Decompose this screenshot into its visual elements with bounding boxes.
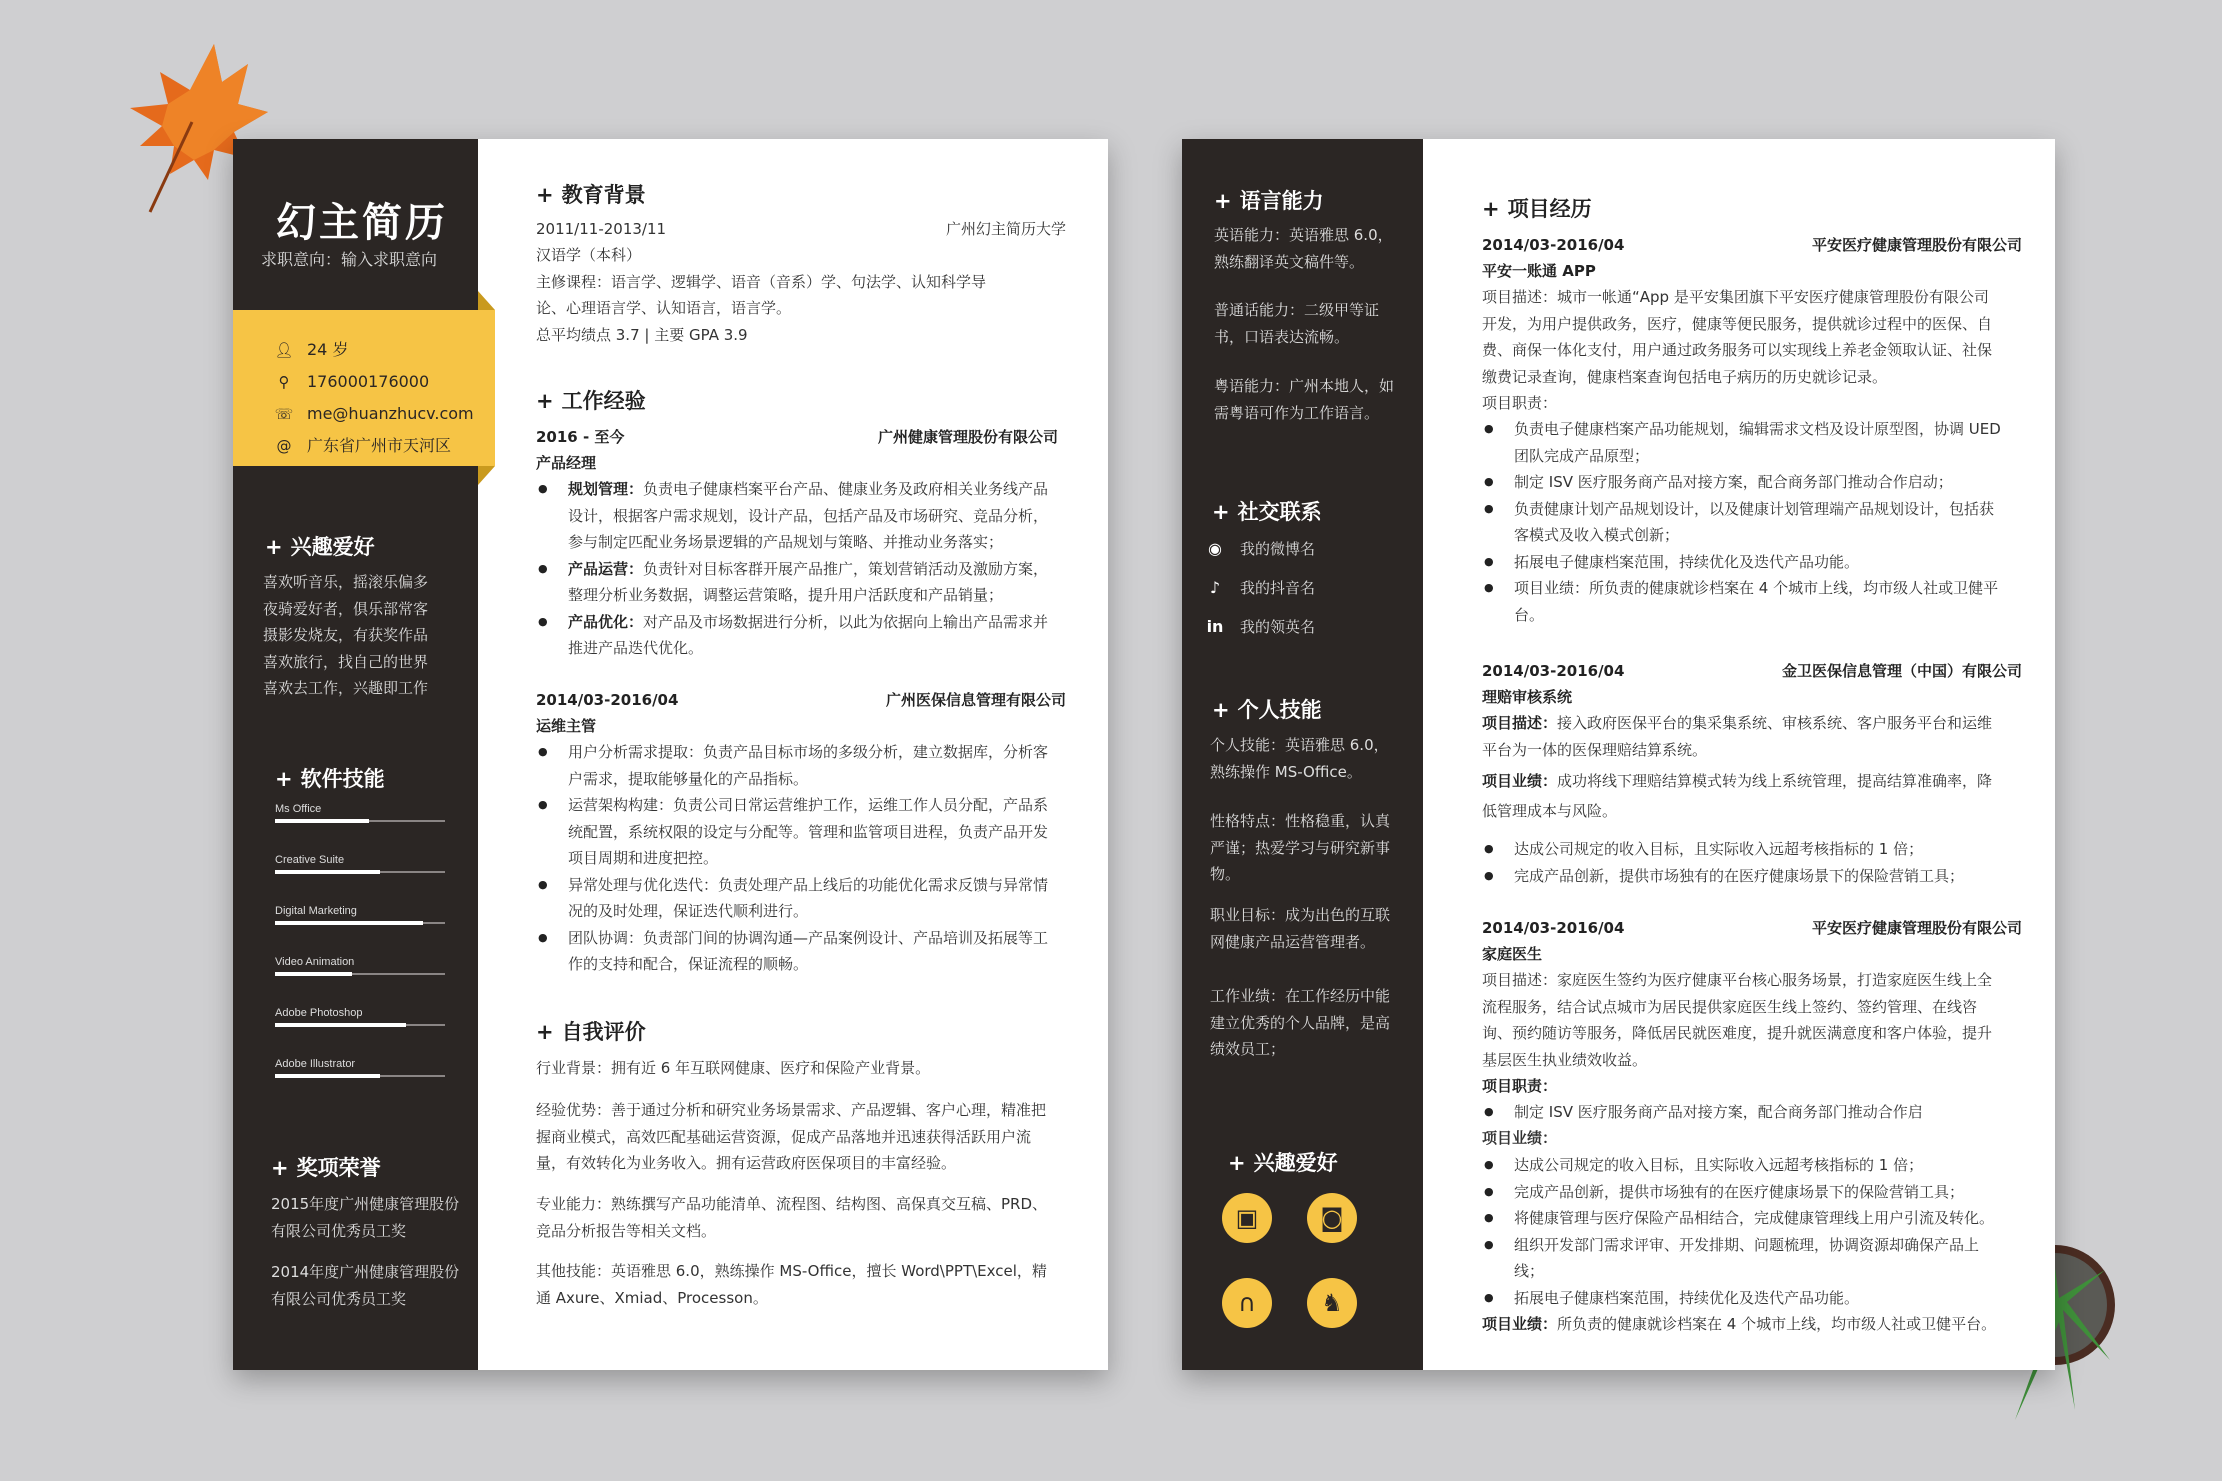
camera-icon: ◙ [1307,1193,1357,1243]
contact-text: 广东省广州市天河区 [307,436,452,455]
project-name: 理赔审核系统 [1482,688,1573,706]
duty-line: 负责健康计划产品规划设计，以及健康计划管理端产品规划设计，包括获 [1514,499,1995,518]
result-item [1482,863,2027,890]
final-line: 所负责的健康就诊档案在 4 个城市上线，均市级人社或卫健平台。 [1557,1315,1997,1333]
perf-line: 成功将线下理赔结算模式转为线上系统管理，提高结算准确率，降 [1557,772,1993,790]
software-skills-heading: + 软件技能 [275,767,385,791]
self-line: 专业能力：熟练撰写产品功能清单、流程图、结构图、高保真交互稿、PRD、 [536,1195,1048,1213]
result-line: 达成公司规定的收入目标，且实际收入远超考核指标的 1 倍； [1514,840,1924,858]
heading-text: 奖项荣誉 [296,1156,381,1180]
duty-line: 运营架构构建：负责公司日常运营维护工作，运维工作人员分配，产品系 [568,796,1049,814]
contact-email [273,403,474,425]
skill-line: 严谨；热爱学习与研究新事 [1210,838,1391,857]
education-courses: 论、心理语言学、认知语言，语言学。 [536,299,792,317]
result-line: 组织开发部门需求评审、开发排期、问题梳理，协调资源却确保产品上 [1514,1235,1980,1254]
self-eval-para [536,1191,1076,1244]
language-heading: + 语言能力 [1214,189,1324,213]
duty-line: 对产品及市场数据进行分析，以此为依据向上输出产品需求并 [643,612,1049,631]
project-2-results [1482,836,2027,889]
perf-label: 项目业绩： [1482,1129,1558,1147]
user-icon: 👤︎ [274,341,294,359]
project-3-duties [1482,1099,2027,1126]
projects-heading: + 项目经历 [1482,197,1592,221]
result-item [1482,1179,2027,1206]
duty-line: 统配置，系统权限的设定与分配等。管理和监管项目进程，负责产品开发 [568,822,1049,841]
job-role: 运维主管 [536,717,597,735]
education-school: 广州幻主简历大学 [945,220,1066,238]
skill-level-bar [275,972,352,976]
duty-line: 负责电子健康档案产品功能规划，编辑需求文档及设计原型图，协调 UED [1514,420,2001,438]
phone-icon: ☏ [274,405,294,423]
skill-line: 职业目标：成为出色的互联 [1210,906,1391,924]
final-lead: 项目业绩： [1482,1315,1558,1333]
duty-line: 户需求，提取能够量化的产品指标。 [568,769,809,788]
skill-level-bar [275,819,369,823]
sidebar [1182,139,1423,1370]
social-heading: + 社交联系 [1212,500,1322,524]
contact-phone [273,371,429,393]
duty-lead: 产品运营： [568,559,644,578]
desc-line: 项目描述：家庭医生签约为医疗健康平台核心服务场景，打造家庭医生线上全 [1482,971,1993,989]
duty-item [536,872,1071,925]
duty-line: 设计，根据客户需求规划，设计产品，包括产品及市场研究、竞品分析， [568,506,1049,525]
social-text: 我的微博名 [1240,540,1316,558]
duty-label: 项目职责： [1482,1077,1558,1095]
result-line: 达成公司规定的收入目标，且实际收入远超考核指标的 1 倍； [1514,1156,1924,1174]
award-line: 2014年度广州健康管理股份 [271,1263,460,1281]
self-eval-para [536,1097,1076,1177]
social-weibo[interactable] [1204,537,1315,561]
result-item [1482,836,2027,863]
job-2-duties [536,739,1071,978]
chess-knight-icon: ♞ [1307,1278,1357,1328]
skill-item [275,1058,475,1070]
social-linkedin[interactable] [1204,615,1315,639]
resume-page-2 [1182,139,2055,1370]
project-performance [1482,766,2027,826]
headphones-icon: ∩ [1222,1278,1272,1328]
lang-line: 熟练翻译英文稿件等。 [1214,252,1365,271]
duty-item [1482,575,2027,628]
duty-line: 台。 [1514,605,1545,624]
hobby-line: 夜骑爱好者，俱乐部常客 [263,599,429,618]
duty-item [1482,549,2027,576]
skill-level-bar [275,921,423,925]
skill-line: 性格特点：性格稳重，认真 [1210,812,1391,830]
hobby-line: 喜欢去工作，兴趣即工作 [263,679,429,697]
self-line: 握商业模式，高效匹配基础运营资源，促成产品落地并迅速获得活跃用户流 [536,1127,1032,1146]
tiktok-icon: ♪ [1209,578,1221,597]
skill-line: 网健康产品运营管理者。 [1210,932,1376,951]
duty-line: 团队完成产品原型； [1514,446,1650,465]
self-line: 行业背景：拥有近 6 年互联网健康、医疗和保险产业背景。 [536,1059,931,1077]
skill-line: 熟练操作 MS-Office。 [1210,762,1362,781]
awards-heading: + 奖项荣誉 [271,1156,381,1180]
skill-level-bar [275,870,380,874]
social-text: 我的抖音名 [1240,579,1316,597]
desc-line: 询、预约随访等服务，降低居民就医难度，提升就医满意度和客户体验，提升 [1482,1024,1993,1042]
self-eval-heading: + 自我评价 [536,1020,646,1044]
skill-line: 绩效员工； [1210,1040,1286,1058]
result-line: 将健康管理与医疗保险产品相结合，完成健康管理线上用户引流及转化。 [1514,1209,1995,1227]
award-line: 有限公司优秀员工奖 [271,1289,407,1308]
duty-item [536,609,1071,662]
hobbies-heading: + 兴趣爱好 [1228,1151,1338,1175]
duty-line: 制定 ISV 医疗服务商产品对接方案，配合商务部门推动合作启动； [1514,473,1953,491]
education-heading: + 教育背景 [536,183,646,207]
duty-line: 作的支持和配合，保证流程的顺畅。 [568,955,809,973]
award-line: 有限公司优秀员工奖 [271,1221,407,1240]
skill-label: Adobe Photoshop [275,1007,363,1019]
desc-lead: 项目描述： [1482,714,1558,732]
duty-line: 拓展电子健康档案范围，持续优化及迭代产品功能。 [1514,552,1860,571]
duty-line: 参与制定匹配业务场景逻辑的产品规划与策略、并推动业务落实； [568,533,1004,551]
duty-label: 项目职责： [1482,394,1558,412]
fold-decoration [478,291,495,310]
duty-line: 团队协调：负责部门间的协调沟通—产品案例设计、产品培训及拓展等工 [568,928,1049,947]
education-gpa: 总平均绩点 3.7 | 主要 GPA 3.9 [536,325,748,344]
education-courses: 主修课程：语言学、逻辑学、语音（音系）学、句法学、认知科学导 [536,272,987,291]
resume-title: 幻主简历 [276,200,448,246]
perf-line: 低管理成本与风险。 [1482,802,1618,820]
job-company: 广州医保信息管理有限公司 [885,691,1066,709]
job-company: 广州健康管理股份有限公司 [877,428,1058,446]
project-period: 2014/03-2016/04 [1482,236,1625,254]
fold-decoration [478,466,495,485]
skill-line: 个人技能：英语雅思 6.0， [1210,736,1389,754]
skill-item [275,956,475,968]
duty-lead: 产品优化： [568,612,644,631]
duty-item [1482,416,2027,469]
project-name: 平安一账通 APP [1482,262,1596,280]
self-line: 经验优势：善于通过分析和研究业务场景需求、产品逻辑、客户心理，精准把 [536,1101,1047,1119]
duty-item [536,476,1071,556]
heading-text: 兴趣爱好 [1253,1151,1338,1175]
skill-para [1210,808,1390,888]
skill-line: 物。 [1210,865,1241,883]
lang-line: 书，口语表达流畅。 [1214,327,1350,346]
result-line: 完成产品创新，提供市场独有的在医疗健康场景下的保险营销工具； [1514,866,1965,885]
project-period: 2014/03-2016/04 [1482,662,1625,680]
desc-line: 流程服务，结合试点城市为居民提供家庭医生线上签约、签约管理、在线咨 [1482,997,1978,1016]
self-line: 其他技能：英语雅思 6.0，熟练操作 MS-Office，擅长 Word\PPT\Excel，精 [536,1262,1047,1280]
skill-label: Digital Marketing [275,905,357,917]
heading-text: 教育背景 [561,183,646,207]
weibo-icon: ◉ [1208,539,1222,558]
project-1-duties [1482,416,2027,628]
skill-line: 工作业绩：在工作经历中能 [1210,987,1391,1005]
resume-page-1 [233,139,1108,1370]
project-description [1482,284,2027,417]
lang-line: 英语能力：英语雅思 6.0， [1214,226,1393,244]
heading-text: 兴趣爱好 [290,535,375,559]
language-para [1214,373,1394,426]
contact-text: me@huanzhucv.com [307,404,474,423]
job-intent: 求职意向：输入求职意向 [261,250,438,269]
duty-line: 客模式及收入模式创新； [1514,526,1680,544]
language-para [1214,222,1393,275]
personal-skills-heading: + 个人技能 [1212,698,1322,722]
heading-text: 社交联系 [1237,500,1322,524]
film-icon: ▣ [1222,1193,1272,1243]
project-3-results [1482,1152,2027,1311]
job-period: 2014/03-2016/04 [536,691,679,709]
contact-address [273,435,451,457]
result-line: 拓展电子健康档案范围，持续优化及迭代产品功能。 [1514,1288,1860,1307]
heading-text: 自我评价 [561,1020,646,1044]
skill-para [1210,732,1389,785]
skill-label: Adobe Illustrator [275,1058,356,1070]
self-line: 通 Axure、Xmiad、Processon。 [536,1288,768,1307]
job-period: 2016 - 至今 [536,428,625,446]
project-description [1482,710,2027,763]
skill-level-bar [275,1023,406,1027]
desc-line: 项目描述：城市一帐通“App 是平安集团旗下平安医疗健康管理股份有限公司 [1482,288,1989,306]
heading-text: 项目经历 [1507,197,1592,221]
skill-para [1210,902,1390,955]
desc-line: 接入政府医保平台的集采集系统、审核系统、客户服务平台和运维 [1557,714,1993,732]
location-pin-icon: ⚲ [278,373,290,391]
education-period: 2011/11-2013/11 [536,220,667,238]
heading-text: 工作经验 [561,389,646,413]
result-item [1482,1285,2027,1312]
duty-line: 制定 ISV 医疗服务商产品对接方案，配合商务部门推动合作启 [1514,1103,1923,1121]
desc-line: 开发，为用户提供政务，医疗，健康等便民服务，提供就诊过程中的医保、自 [1482,314,1993,333]
heading-text: 语言能力 [1239,189,1324,213]
skill-level-bar [275,1074,380,1078]
social-text: 我的领英名 [1240,618,1316,636]
skill-label: Creative Suite [275,854,345,866]
desc-line: 基层医生执业绩效收益。 [1482,1050,1648,1069]
duty-item [536,925,1071,978]
work-heading: + 工作经验 [536,389,646,413]
contact-text: 24 岁 [307,340,349,359]
contact-block [233,310,495,466]
desc-line: 平台为一体的医保理赔结算系统。 [1482,740,1708,759]
contact-text: 176000176000 [307,372,430,391]
duty-item [536,739,1071,792]
skill-item [275,854,475,866]
duty-lead: 规划管理： [568,480,644,498]
job-1-duties [536,476,1071,662]
skill-label: Ms Office [275,803,322,815]
project-company: 金卫医保信息管理（中国）有限公司 [1781,662,2022,680]
result-item [1482,1152,2027,1179]
perf-lead: 项目业绩： [1482,772,1558,790]
self-eval-para [536,1258,1076,1311]
at-icon: @ [276,437,292,455]
award-1 [271,1191,459,1244]
duty-line: 用户分析需求提取：负责产品目标市场的多级分析，建立数据库，分析客 [568,743,1049,761]
lang-line: 需粤语可作为工作语言。 [1214,403,1380,422]
linkedin-icon: in [1206,617,1224,636]
skill-item [275,905,475,917]
self-eval-para [536,1055,1076,1082]
heading-text: 个人技能 [1237,698,1322,722]
heading-text: 软件技能 [300,767,385,791]
duty-line: 推进产品迭代优化。 [568,639,704,657]
duty-item [1482,1099,2027,1126]
award-line: 2015年度广州健康管理股份 [271,1195,460,1213]
duty-line: 异常处理与优化迭代：负责处理产品上线后的功能优化需求反馈与异常情 [568,875,1049,894]
final-performance [1482,1311,2042,1338]
hobby-line: 摄影发烧友，有获奖作品 [263,626,429,644]
self-line: 量，有效转化为业务收入。拥有运营政府医保项目的丰富经验。 [536,1154,957,1172]
hobby-line: 喜欢旅行，找自己的世界 [263,652,429,671]
desc-line: 费、商保一体化支付，用户通过政务服务可以实现线上养老金领取认证、社保 [1482,341,1993,359]
duty-line: 整理分析业务数据，调整运营策略，提升用户活跃度和产品销量； [568,586,1004,604]
self-line: 竞品分析报告等相关文档。 [536,1221,717,1240]
project-company: 平安医疗健康管理股份有限公司 [1811,919,2022,937]
hobbies-text [263,569,428,702]
duty-item [1482,496,2027,549]
result-line: 线； [1514,1262,1545,1280]
skill-label: Video Animation [275,956,355,968]
result-item [1482,1205,2027,1232]
result-line: 完成产品创新，提供市场独有的在医疗健康场景下的保险营销工具； [1514,1182,1965,1201]
contact-age [273,339,348,361]
project-description [1482,967,2027,1100]
duty-item [1482,469,2027,496]
language-para [1214,297,1379,350]
hobby-line: 喜欢听音乐，摇滚乐偏多 [263,573,429,591]
duty-line: 况的及时处理，保证迭代顺利进行。 [568,902,809,920]
education-major: 汉语学（本科） [536,246,642,264]
project-period: 2014/03-2016/04 [1482,919,1625,937]
result-item [1482,1232,2027,1285]
skill-item [275,803,475,815]
project-name: 家庭医生 [1482,945,1543,963]
social-tiktok[interactable] [1204,576,1315,600]
duty-line: 负责电子健康档案平台产品、健康业务及政府相关业务线产品 [643,480,1049,498]
duty-line: 项目业绩：所负责的健康就诊档案在 4 个城市上线，均市级人社或卫健平 [1514,579,1999,597]
project-company: 平安医疗健康管理股份有限公司 [1811,236,2022,254]
skill-para [1210,983,1390,1063]
skill-line: 建立优秀的个人品牌，是高 [1210,1013,1391,1032]
skill-item [275,1007,475,1019]
desc-line: 缴费记录查询，健康档案查询包括电子病历的历史就诊记录。 [1482,367,1888,386]
lang-line: 普通话能力：二级甲等证 [1214,301,1380,319]
hobbies-heading: + 兴趣爱好 [265,535,375,559]
duty-line: 项目周期和进度把控。 [568,849,719,867]
job-role: 产品经理 [536,454,597,472]
award-2 [271,1259,459,1312]
duty-item [536,792,1071,872]
duty-line: 负责针对目标客群开展产品推广，策划营销活动及激励方案， [643,559,1049,578]
education-details [536,242,1066,348]
duty-item [536,556,1071,609]
lang-line: 粤语能力：广州本地人，如 [1214,377,1395,395]
